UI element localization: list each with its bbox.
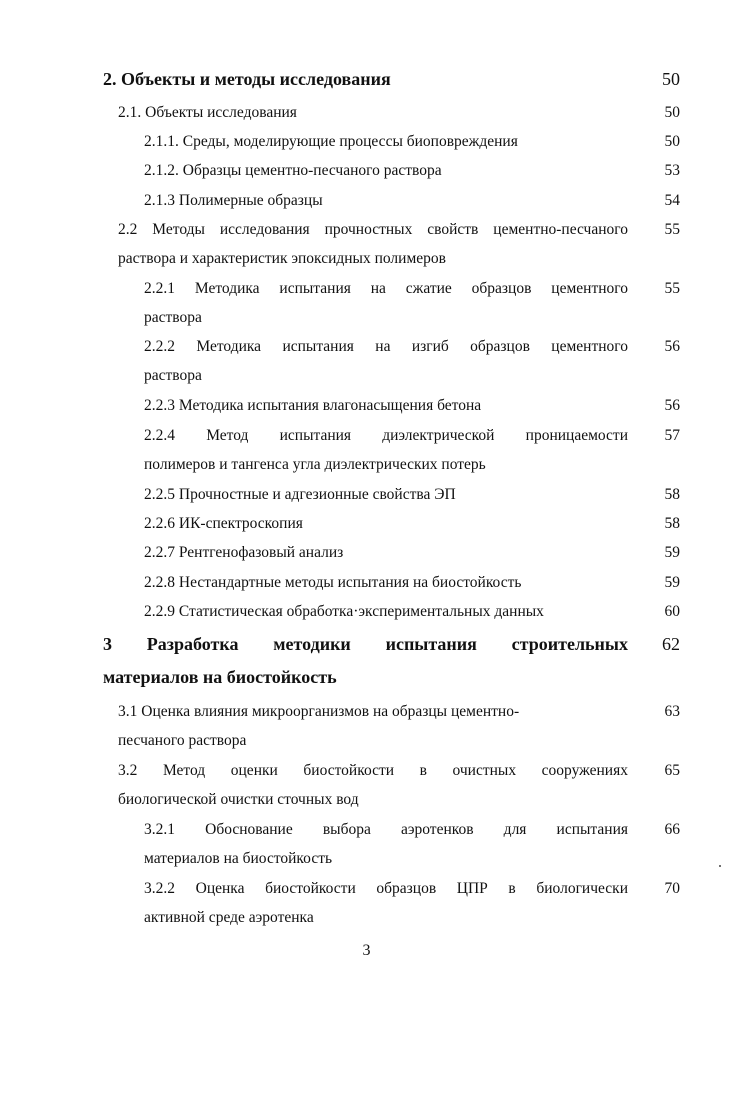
toc-entry-2-2-4-title-line1: 2.2.4 Метод испытания диэлектрической проницаемости (144, 427, 628, 444)
toc-entry-3-2-page: 65 (664, 762, 680, 779)
toc-entry-3-1-title-line2: песчаного раствора (118, 732, 247, 749)
toc-entry-2-1-2-page: 53 (664, 162, 680, 179)
toc-entry-2-1-2-title: 2.1.2. Образцы цементно-песчаного раствора (144, 162, 442, 179)
toc-entry-2-1-3-page: 54 (664, 192, 680, 209)
toc-entry-2-2-1-title-line2: раствора (144, 309, 202, 326)
toc-entry-2-1-1-page: 50 (664, 133, 680, 150)
toc-entry-2-2-6-page: 58 (664, 515, 680, 532)
toc-entry-2-2-7-page: 59 (664, 544, 680, 561)
toc-entry-3-2-1-title-line2: материалов на биостойкость (144, 850, 333, 867)
toc-entry-3-2-1-page: 66 (664, 821, 680, 838)
page-number: 3 (362, 942, 371, 959)
toc-entry-3-title-line1: 3 Разработка методики испытания строительных (103, 634, 628, 654)
toc-entry-3-2-title-line1: 3.2 Метод оценки биостойкости в очистных сооружениях (118, 762, 628, 779)
toc-entry-2-2-1-title-line1: 2.2.1 Методика испытания на сжатие образцов цементного (144, 280, 628, 297)
toc-entry-3-1-title-line1: 3.1 Оценка влияния микроорганизмов на образцы цементно- (118, 703, 520, 720)
toc-entry-2-2-9-title: 2.2.9 Статистическая обработка·экспериментальных данных (144, 603, 544, 620)
toc-entry-3-page: 62 (662, 634, 680, 654)
toc-entry-2-2-title-line1: 2.2 Методы исследования прочностных свойств цементно-песчаного (118, 221, 628, 238)
toc-entry-3-2-1-title-line1: 3.2.1 Обоснование выбора аэротенков для испытания (144, 821, 628, 838)
scan-speck (719, 865, 721, 867)
toc-entry-2-2-3-title: 2.2.3 Методика испытания влагонасыщения бетона (144, 397, 482, 414)
toc-entry-2-2-8-page: 59 (664, 574, 680, 591)
toc-entry-2-2-4-title-line2: полимеров и тангенса угла диэлектрических потерь (144, 456, 486, 473)
toc-entry-3-2-2-title-line1: 3.2.2 Оценка биостойкости образцов ЦПР в биологически (144, 880, 628, 897)
toc-entry-2-2-5-title: 2.2.5 Прочностные и адгезионные свойства ЭП (144, 486, 456, 503)
toc-entry-2-2-2-title-line1: 2.2.2 Методика испытания на изгиб образцов цементного (144, 338, 628, 355)
toc-entry-3-title-line2: материалов на биостойкость (103, 667, 337, 687)
toc-entry-3-1-page: 63 (664, 703, 680, 720)
toc-entry-2-1-3-title: 2.1.3 Полимерные образцы (144, 192, 323, 209)
toc-entry-2-title: 2. Объекты и методы исследования (103, 69, 391, 89)
toc-entry-3-2-2-title-line2: активной среде аэротенка (144, 909, 314, 926)
toc-entry-2-2-6-title: 2.2.6 ИК-спектроскопия (144, 515, 303, 532)
toc-entry-2-2-5-page: 58 (664, 486, 680, 503)
toc-entry-2-2-1-page: 55 (664, 280, 680, 297)
toc-entry-3-2-2-page: 70 (664, 880, 680, 897)
toc-entry-2-1-page: 50 (664, 104, 680, 121)
toc-entry-2-1-1-title: 2.1.1. Среды, моделирующие процессы биоповреждения (144, 133, 518, 150)
toc-entry-2-2-title-line2: раствора и характеристик эпоксидных полимеров (118, 250, 446, 267)
toc-entry-2-2-2-page: 56 (664, 338, 680, 355)
toc-entry-2-2-8-title: 2.2.8 Нестандартные методы испытания на биостойкость (144, 574, 522, 591)
toc-entry-2-2-3-page: 56 (664, 397, 680, 414)
toc-entry-2-2-9-page: 60 (664, 603, 680, 620)
toc-entry-2-2-4-page: 57 (664, 427, 680, 444)
toc-entry-2-2-page: 55 (664, 221, 680, 238)
toc-entry-3-2-title-line2: биологической очистки сточных вод (118, 791, 359, 808)
toc-entry-2-page: 50 (662, 69, 680, 89)
toc-entry-2-2-2-title-line2: раствора (144, 367, 202, 384)
toc-entry-2-1-title: 2.1. Объекты исследования (118, 104, 297, 121)
toc-entry-2-2-7-title: 2.2.7 Рентгенофазовый анализ (144, 544, 344, 561)
